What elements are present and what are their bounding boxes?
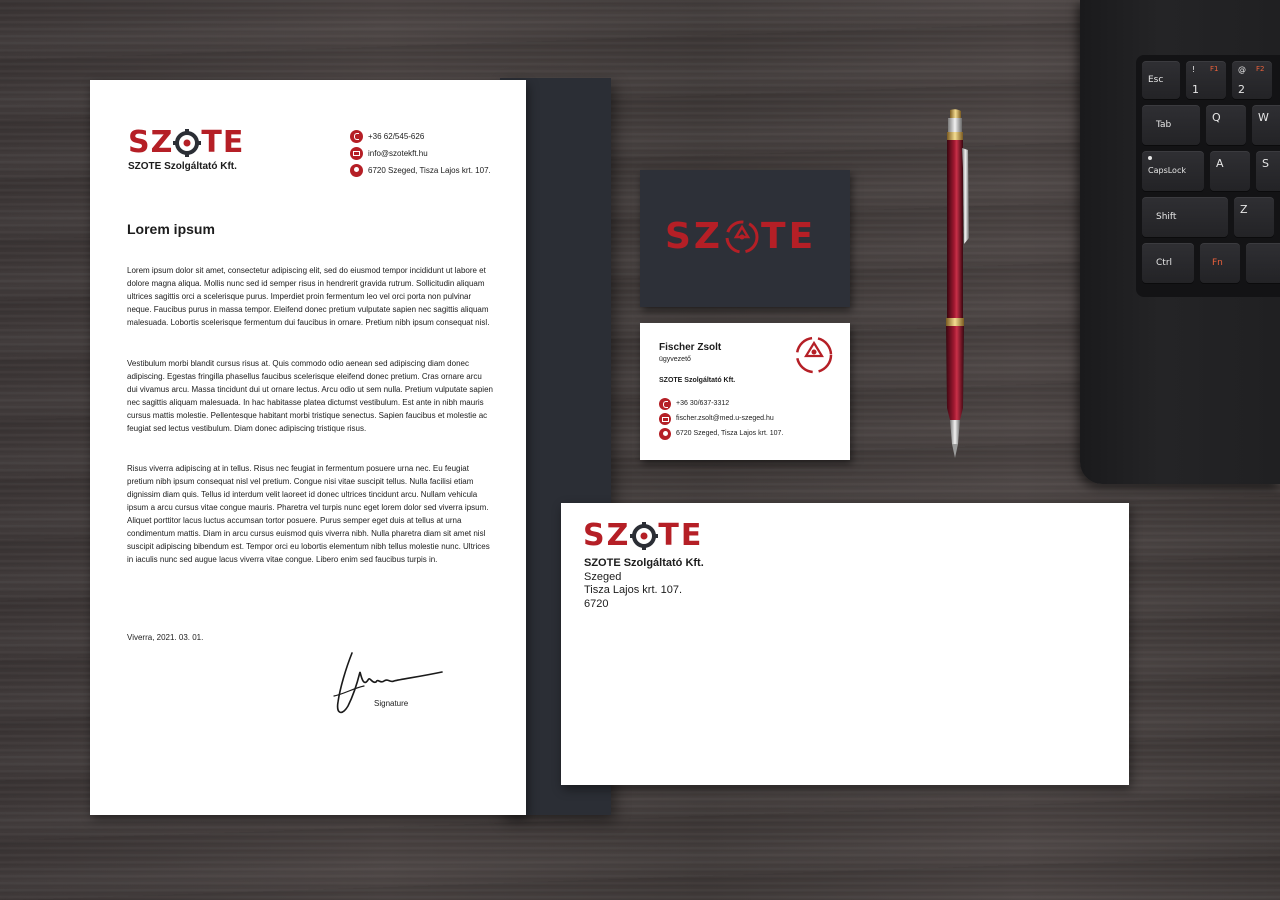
location-pin-icon: [659, 428, 671, 440]
phone-icon: [350, 130, 363, 143]
letter-paragraph: Lorem ipsum dolor sit amet, consectetur adipiscing elit, sed do eiusmod tempor incididunt ut labore et dolore magna aliqua. Mollis nunc sed id semper risus in hendrerit gravida rutrum. Sollicitudin aliquam ultrices sagittis orci a scelerisque purus. Imperdiet proin fermentum leo vel orci porta non pulvinar neque. Faucibus purus in massa tempor. Eleifend donec pretium vulputate sapien nec sagittis aliquam malesuada. Lobortis scelerisque fermentum dui faucibus in ornare. Pretium nibh ipsum consequat nisl.: [127, 266, 490, 327]
card-phone: +36 30/637-3312: [676, 400, 730, 407]
business-card-logo: SZ TE: [665, 216, 817, 257]
letter-date: Viverra, 2021. 03. 01.: [127, 633, 204, 642]
signature-label: Signature: [374, 699, 409, 708]
letter-paragraph: Risus viverra adipiscing at in tellus. Risus nec feugiat in fermentum posuere urna nec. Eu feugiat pretium nibh ipsum consequat nisl vel pretium. Congue nisi vitae suscipit tellus. Nulla facilisi etiam dignissim diam quis. Tellus id interdum velit laoreet id donec ultrices tincidunt arcu. Nullam vehicula ipsum a arcu cursus vitae congue mauris. Pharetra vel turpis nunc eget lorem dolor sed viverra ipsum. Aliquet porttitor lacus luctus accumsan tortor posuere. Purus semper eget duis at tellus at urna condimentum mattis. Diam in arcu cursus euismod quis viverra nibh. Nulla pharetra diam sit amet nisl suscipit adipiscing bibendum est. Tempor orci eu lobortis elementum nibh tellus molestie nunc. Ultrices in iaculis nunc sed augue lacus viverra vitae congue. Libero enim sed faucibus turpis in.: [127, 464, 490, 564]
letterhead-contact: [350, 128, 491, 179]
phone-icon: [659, 398, 671, 410]
capslock-indicator-icon: [1148, 156, 1152, 160]
recycle-emblem-icon: [723, 218, 761, 256]
business-card-back: [640, 323, 850, 460]
key-2[interactable]: @ F2 2: [1232, 61, 1272, 99]
key-1[interactable]: ! F1 1: [1186, 61, 1226, 99]
key-tab[interactable]: Tab: [1142, 105, 1200, 145]
mail-icon: [350, 147, 363, 160]
key-s[interactable]: S: [1256, 151, 1280, 191]
envelope-address: [584, 557, 704, 611]
key-capslock[interactable]: CapsLock: [1142, 151, 1204, 191]
card-role: ügyvezető: [659, 356, 691, 363]
key-w[interactable]: W: [1252, 105, 1280, 145]
card-company: SZOTE Szolgáltató Kft.: [659, 377, 736, 384]
key-shift[interactable]: Shift: [1142, 197, 1228, 237]
envelope-logo: SZ TE: [583, 518, 704, 553]
card-phone-row: [659, 396, 783, 411]
key-blank[interactable]: [1246, 243, 1280, 283]
letterhead-email-row: [350, 145, 491, 162]
key-a[interactable]: A: [1210, 151, 1250, 191]
handwritten-signature: [330, 650, 445, 720]
key-esc[interactable]: Esc: [1142, 61, 1180, 99]
letterhead-address: 6720 Szeged, Tisza Lajos krt. 107.: [368, 166, 491, 175]
location-pin-icon: [350, 164, 363, 177]
ballpoint-pen: [930, 108, 980, 464]
letterhead-sheet: [90, 80, 526, 815]
recycle-emblem-icon: [792, 333, 836, 377]
envelope-company: SZOTE Szolgáltató Kft.: [584, 557, 704, 569]
envelope-city: Szeged: [584, 570, 622, 583]
letterhead-phone-row: [350, 128, 491, 145]
letterhead-email: info@szotekft.hu: [368, 149, 428, 158]
card-address-row: [659, 426, 783, 441]
letterhead-logo: SZ TE: [128, 125, 245, 160]
business-card-front: [640, 170, 850, 307]
envelope-street: Tisza Lajos krt. 107.: [584, 584, 683, 596]
card-address: 6720 Szeged, Tisza Lajos krt. 107.: [676, 430, 784, 437]
logo-gear-icon: [630, 522, 658, 550]
logo-gear-icon: [173, 129, 201, 157]
card-email-row: [659, 411, 783, 426]
letterhead-address-row: [350, 162, 491, 179]
letterhead-phone: +36 62/545-626: [368, 132, 425, 141]
mail-icon: [659, 413, 671, 425]
envelope-zip: 6720: [584, 597, 609, 610]
key-q[interactable]: Q: [1206, 105, 1246, 145]
letter-paragraph: Vestibulum morbi blandit cursus risus at. Quis commodo odio aenean sed adipiscing diam donec adipiscing. Egestas fringilla phasellus faucibus scelerisque eleifend donec pretium. Cras ornare arcu dui vivamus arcu. Massa tincidunt dui ut ornare lectus. Arcu odio ut sem nulla. Pretium vulputate sapien nec sagittis aliquam malesuada. In hac habitasse platea dictumst vestibulum. Est ante in nibh mauris cursus mattis molestie. Pellentesque habitant morbi tristique senectus. Sapien faucibus et molestie ac feugiat sed lectus vestibulum. Diam donec adipiscing tristique risus.: [127, 359, 493, 433]
key-fn[interactable]: Fn: [1200, 243, 1240, 283]
envelope: [561, 503, 1129, 785]
card-name: Fischer Zsolt: [659, 342, 722, 353]
laptop-keyboard: [1136, 55, 1280, 297]
letterhead-company: SZOTE Szolgáltató Kft.: [128, 161, 237, 172]
card-contact: [659, 396, 783, 441]
key-ctrl[interactable]: Ctrl: [1142, 243, 1194, 283]
card-email: fischer.zsolt@med.u-szeged.hu: [676, 415, 774, 422]
letter-heading: Lorem ipsum: [127, 221, 215, 237]
key-z[interactable]: Z: [1234, 197, 1274, 237]
